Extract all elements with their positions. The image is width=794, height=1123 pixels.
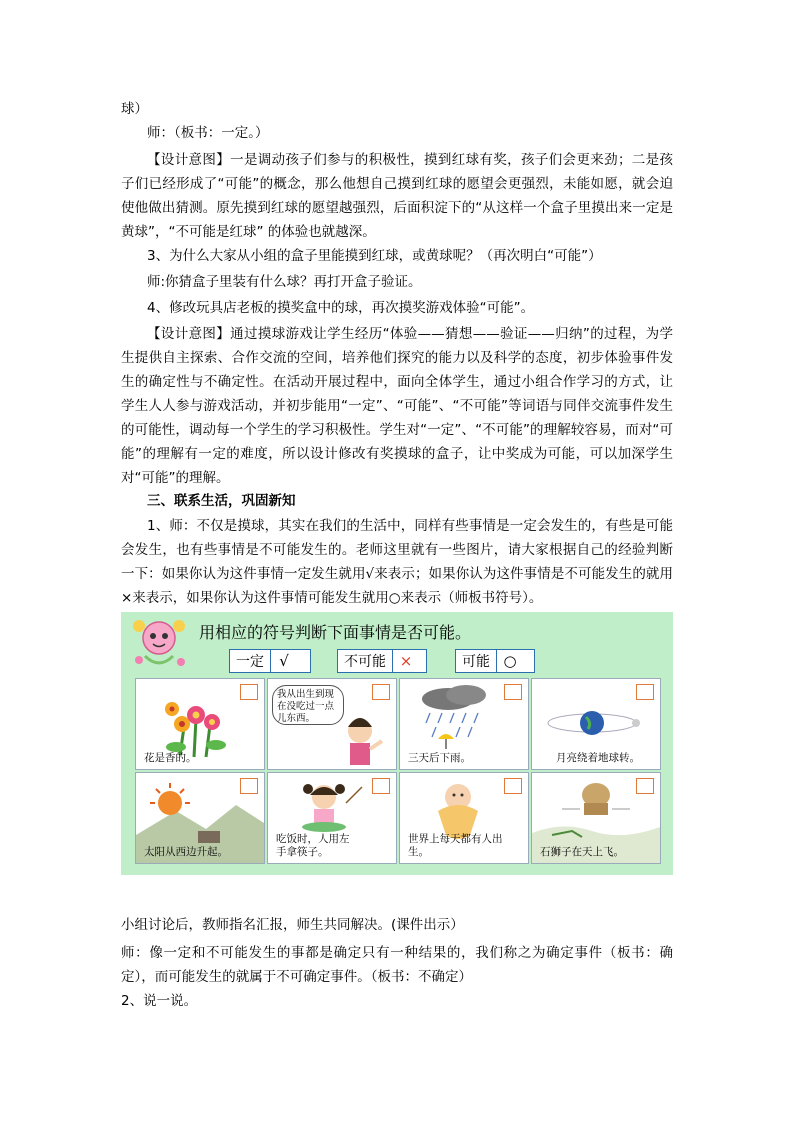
text-line: 球）	[121, 101, 148, 117]
picture-card-flowers	[135, 678, 265, 770]
answer-checkbox[interactable]	[240, 684, 258, 700]
picture-caption: 月亮绕着地球转。	[556, 752, 640, 764]
check-icon: √	[270, 650, 297, 672]
picture-card-stone-lion	[531, 772, 661, 864]
section-heading: 三、联系生活，巩固新知	[147, 493, 296, 509]
picture-card-baby	[399, 772, 529, 864]
answer-checkbox[interactable]	[504, 684, 522, 700]
text-line: 师：（板书：一定。）	[147, 125, 269, 141]
legend-label: 一定	[236, 654, 264, 670]
picture-card-girl-speaking	[267, 678, 397, 770]
paragraph: 师：像一定和不可能发生的事都是确定只有一种结果的，我们称之为确定事件（板书：确定），而可能发生的就属于不可确定事件。（板书：不确定）	[121, 945, 673, 985]
picture-caption: 吃饭时，人用左手拿筷子。	[276, 833, 350, 858]
paragraph: 小组讨论后，教师指名汇报，师生共同解决。(课件出示）	[121, 917, 464, 933]
picture-card-moon-earth	[531, 678, 661, 770]
picture-caption: 石狮子在天上飞。	[540, 846, 624, 858]
circle-icon: ○	[496, 650, 523, 672]
picture-card-chopsticks	[267, 772, 397, 864]
speech-bubble: 我从出生到现在没吃过一点儿东西。	[272, 685, 344, 725]
answer-checkbox[interactable]	[504, 778, 522, 794]
answer-checkbox[interactable]	[372, 778, 390, 794]
paragraph: 4、修改玩具店老板的摸奖盒中的球，再次摸奖游戏体验“可能”。	[147, 300, 535, 316]
paragraph: 3、为什么大家从小组的盒子里能摸到红球，或黄球呢？（再次明白“可能”）	[147, 248, 602, 264]
paragraph: 师:你猜盒子里装有什么球？再打开盒子验证。	[147, 274, 422, 290]
legend-label: 可能	[462, 654, 490, 670]
exercise-figure	[121, 612, 673, 875]
paragraph: 1、师：不仅是摸球，其实在我们的生活中，同样有些事情是一定会发生的，有些是可能会发生，也有些事情是不可能发生的。老师这里就有一些图片，请大家根据自己的经验判断一下：如果你认为这件事情一定发生就用√来表示；如果你认为这件事情是不可能发生的就用×来表示，如果你认为这件事情可能发生就用○来表示（师板书符号）。	[121, 518, 673, 606]
legend-label: 不可能	[344, 654, 386, 670]
paragraph: 【设计意图】通过摸球游戏让学生经历“体验——猜想——验证——归纳”的过程，为学生提供自主探索、合作交流的空间，培养他们探究的能力以及科学的态度，初步体验事件发生的确定性与不确定性。在活动开展过程中，面向全体学生，通过小组合作学习的方式，让学生人人参与游戏活动，并初步能用“一定”、“可能”、“不可能”等词语与同伴交流事件发生的可能性，调动每一个学生的学习积极性。学生对“一定”、“不可能”的理解较容易，而对“可能”的理解有一定的难度，所以设计修改有奖摸球的盒子，让中奖成为可能，可以加深学生对“可能”的理解。	[121, 326, 673, 486]
paragraph: 【设计意图】一是调动孩子们参与的积极性，摸到红球有奖，孩子们会更来劲；二是孩子们已经形成了“可能”的概念，那么他想自己摸到红球的愿望会更强烈，未能如愿，就会迫使他做出猜测。原先摸到红球的愿望越强烈，后面积淀下的“从这样一个盒子里摸出来一定是黄球”，“不可能是红球” 的体验也就越深。	[121, 152, 673, 240]
answer-checkbox[interactable]	[636, 778, 654, 794]
picture-card-rain	[399, 678, 529, 770]
legend-possible	[455, 649, 535, 673]
paragraph: 2、说一说。	[121, 993, 198, 1009]
legend-certain	[229, 649, 311, 673]
picture-caption: 花是香的。	[144, 752, 197, 764]
mascot-icon	[125, 614, 195, 674]
picture-caption: 世界上每天都有人出生。	[408, 833, 503, 858]
picture-caption: 三天后下雨。	[408, 752, 471, 764]
answer-checkbox[interactable]	[240, 778, 258, 794]
answer-checkbox[interactable]	[372, 684, 390, 700]
picture-caption: 太阳从西边升起。	[144, 846, 228, 858]
figure-title: 用相应的符号判断下面事情是否可能。	[199, 623, 472, 642]
legend-impossible	[337, 649, 427, 673]
answer-checkbox[interactable]	[636, 684, 654, 700]
cross-icon: ×	[392, 650, 419, 672]
picture-card-sun-west	[135, 772, 265, 864]
